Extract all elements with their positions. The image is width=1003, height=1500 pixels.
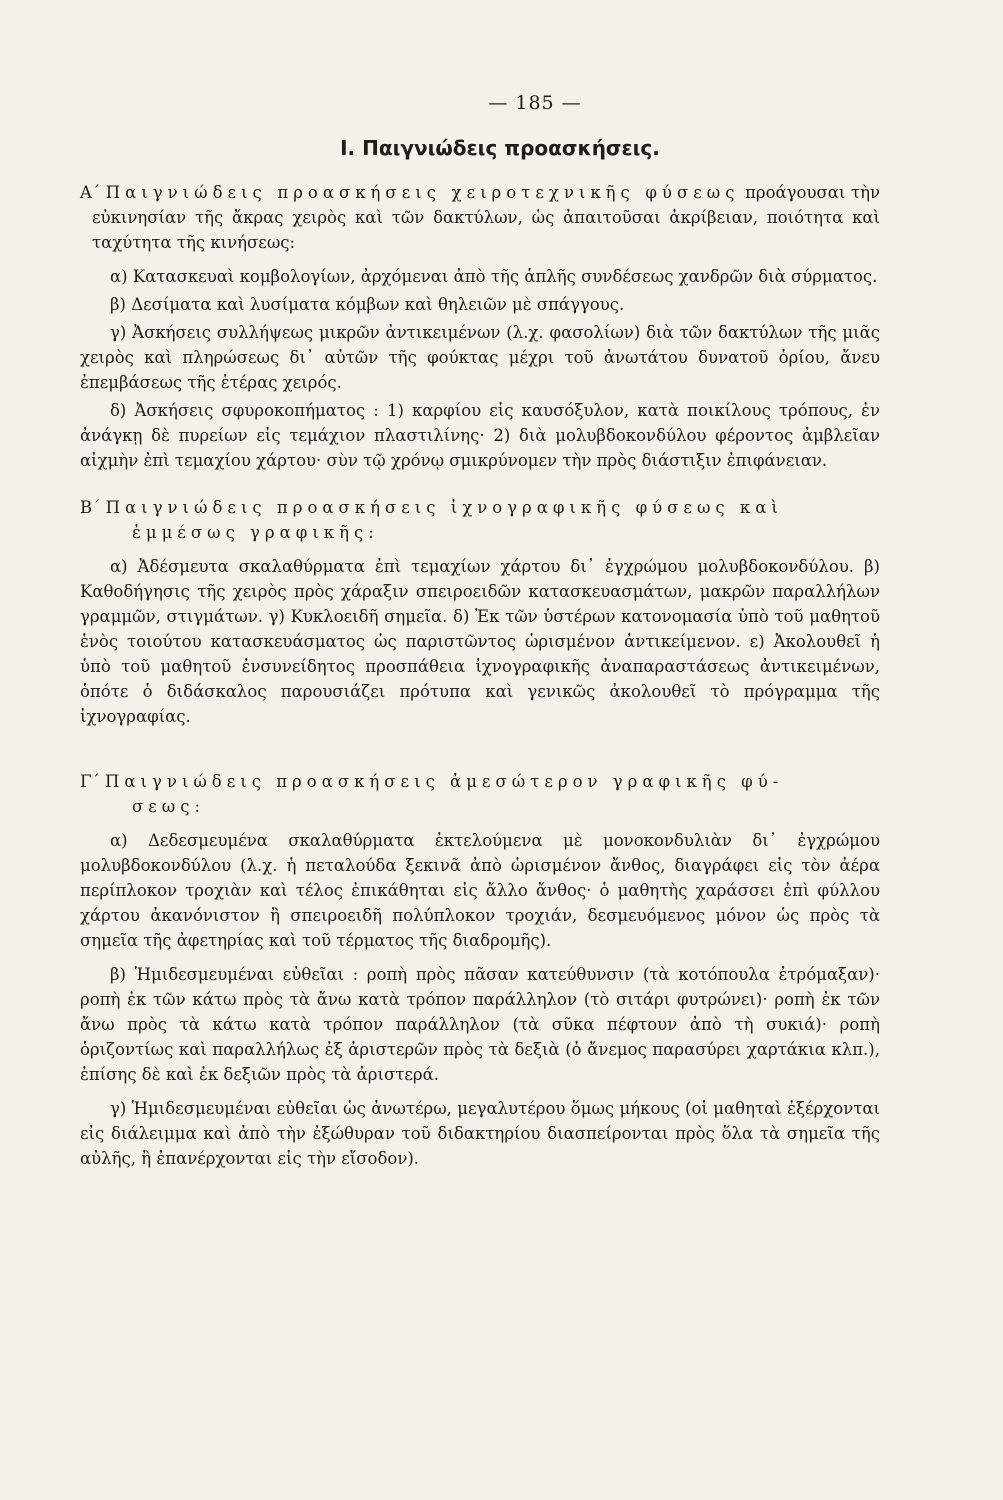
section-a-item-a: α) Κατασκευαὶ κομβολογίων, ἀρχόμεναι ἀπὸ τῆς ἁπλῆς συνδέσεως χανδρῶν διὰ σύρματος.	[110, 267, 878, 286]
section-a	[80, 180, 880, 473]
section-c	[80, 769, 880, 1171]
section-a-heading-spaced: Παιγνιώδεις προασκήσεις χειροτεχνικῆς φύσεως	[105, 183, 740, 202]
section-c-heading-line1	[80, 769, 880, 794]
section-a-item-b: β) Δεσίματα καὶ λυσίματα κόμβων καὶ θηλειῶν μὲ σπάγγους.	[110, 295, 625, 314]
section-c-item-a: α) Δεδεσμευμένα σκαλαθύρματα ἐκτελούμενα μὲ μονοκονδυλιὰν δι᾽ ἐγχρώμου μολυβδοκονδύλου (λ.χ. ἡ πεταλούδα ξεκινᾶ ἀπὸ ὡρισμένον ἄνθος, διαγράφει εἰς τὸν ἀέρα περίπλοκον τροχιὰν καὶ τέλος ἐπικάθηται εἰς ἄλλο ἄνθος· ὁ μαθητὴς χαράσσει ἐπὶ φύλλου χάρτου ἀκανόνιστον ἢ σπειροειδῆ πολύπλοκον τροχιάν, δεσμευόμενος μόνον ὡς πρὸς τὰ σημεῖα τῆς ἀφετηρίας καὶ τοῦ τέρματος τῆς διαδρομῆς).	[80, 831, 880, 950]
section-a-item-d: δ) Ἀσκήσεις σφυροκοπήματος : 1) καρφίου εἰς καυσόξυλον, κατὰ ποικίλους τρόπους, ἐν ἀνάγκῃ δὲ πυρείων εἰς τεμάχιον πλαστιλίνης· 2) διὰ μολυβδοκονδύλου φέροντος ἀμβλεῖαν αἰχμὴν ἐπὶ τεμαχίου χάρτου· σὺν τῷ χρόνῳ σμικρύνομεν τὴν πρὸς διάστιξιν ἐπιφάνειαν.	[80, 401, 880, 470]
section-c-item-c: γ) Ἡμιδεσμευμέναι εὐθεῖαι ὡς ἀνωτέρω, μεγαλυτέρου ὅμως μήκους (οἱ μαθηταὶ ἐξέρχονται εἰς διάλειμμα καὶ ἀπὸ τὴν ἐξώθυραν τοῦ διδακτηρίου διασπείρονται πρὸς ὅλα τὰ σημεῖα τῆς αὐλῆς, ἢ ἐπανέρχονται εἰς τὴν εἴσοδον).	[80, 1099, 880, 1168]
section-a-item-c: γ) Ἀσκήσεις συλλήψεως μικρῶν ἀντικειμένων (λ.χ. φασολίων) διὰ τῶν δακτύλων τῆς μιᾶς χειρὸς καὶ πληρώσεως δι᾽ αὐτῶν τῆς φούκτας μέχρι τοῦ ἀνωτάτου δυνατοῦ ὁρίου, ἄνευ ἐπεμβάσεως τῆς ἑτέρας χειρός.	[80, 323, 880, 392]
section-a-heading	[80, 180, 880, 255]
section-a-prefix: Α΄	[80, 183, 101, 202]
page-number: — 185 —	[488, 92, 582, 114]
section-c-heading-line2: σεως:	[132, 797, 206, 816]
section-c-prefix: Γ΄	[80, 772, 100, 791]
section-b-heading-spaced: Παιγνιώδεις προασκήσεις ἰχνογραφικῆς φύσεως καὶ	[105, 498, 783, 517]
section-b-prefix: Β΄	[80, 498, 101, 517]
section-b-heading-line1	[80, 495, 880, 520]
section-b	[80, 495, 880, 729]
section-b-heading-line2: ἐμμέσως γραφικῆς:	[132, 523, 379, 542]
section-title: Ι. Παιγνιώδεις προασκήσεις.	[340, 136, 660, 160]
document-page	[80, 92, 880, 1472]
section-a-heading-rest: προάγουσαι τὴν εὐκινησίαν τῆς ἄκρας χειρὸς καὶ τῶν δακτύλων, ὡς ἀπαιτοῦσαι ἀκρίβειαν, ποιότητα καὶ ταχύτητα τῆς κινήσεως:	[92, 183, 881, 252]
section-b-paragraph: α) Ἀδέσμευτα σκαλαθύρματα ἐπὶ τεμαχίων χάρτου δι᾽ ἐγχρώμου μολυβδοκονδύλου. β) Καθοδήγησις τῆς χειρὸς πρὸς χάραξιν σπειροειδῶν κατασκευασμάτων, μακρῶν παραλλήλων γραμμῶν, στιγμάτων. γ) Κυκλοειδῆ σημεῖα. δ) Ἐκ τῶν ὑστέρων κατονομασία ὑπὸ τοῦ μαθητοῦ ἑνὸς τοιούτου κατασκευάσματος ὡς παριστῶντος ὡρισμένον ἀντικείμενον. ε) Ἀκολουθεῖ ἡ ὑπὸ τοῦ μαθητοῦ ἐνσυνείδητος προσπάθεια ἰχνογραφικῆς ἀναπαραστάσεως ἀντικειμένων, ὁπότε ὁ διδάσκαλος παρουσιάζει πρότυπα καὶ γενικῶς ἀκολουθεῖ τὸ πρόγραμμα τῆς ἰχνογραφίας.	[80, 557, 880, 726]
section-c-heading-spaced: Παιγνιώδεις προασκήσεις ἀμεσώτερον γραφικῆς φύ-	[104, 772, 784, 791]
section-c-item-b: β) Ἡμιδεσμευμέναι εὐθεῖαι : ροπὴ πρὸς πᾶσαν κατεύθυνσιν (τὰ κοτόπουλα ἐτρόμαξαν)· ροπὴ ἐκ τῶν κάτω πρὸς τὰ ἄνω κατὰ τρόπον παράλληλον (τὸ σιτάρι φυτρώνει)· ροπὴ ἐκ τῶν ἄνω πρὸς τὰ κάτω κατὰ τρόπον παράλληλον (τὰ σῦκα πέφτουν ἀπὸ τὴ συκιά)· ροπὴ ὁριζοντίως καὶ παραλλήλως ἐξ ἀριστερῶν πρὸς τὰ δεξιὰ (ὁ ἄνεμος παρασύρει χαρτάκια κλπ.), ἐπίσης δὲ καὶ ἐκ δεξιῶν πρὸς τὰ ἀριστερά.	[80, 965, 880, 1084]
